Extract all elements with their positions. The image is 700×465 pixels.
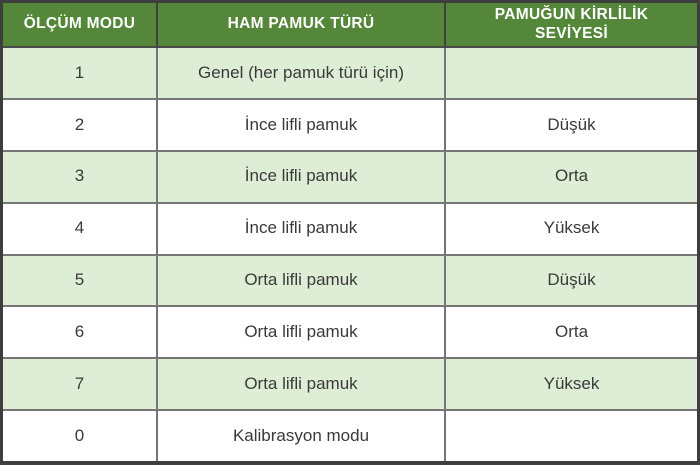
column-header-mode: ÖLÇÜM MODU <box>3 3 158 46</box>
dirt-level-cell: Düşük <box>446 256 697 306</box>
table-body <box>3 48 697 461</box>
table-header-row <box>3 3 697 48</box>
cotton-type-cell: İnce lifli pamuk <box>158 100 446 150</box>
cotton-type-cell: Kalibrasyon modu <box>158 411 446 461</box>
column-header-dirt-level: PAMUĞUN KİRLİLİK SEVİYESİ <box>494 5 649 42</box>
mode-cell: 4 <box>3 204 158 254</box>
dirt-level-cell: Yüksek <box>446 204 697 254</box>
dirt-level-cell <box>446 48 697 98</box>
dirt-level-cell <box>446 411 697 461</box>
cotton-type-cell: Orta lifli pamuk <box>158 256 446 306</box>
table-row <box>3 411 697 461</box>
mode-cell: 5 <box>3 256 158 306</box>
table-row <box>3 152 697 204</box>
mode-cell: 2 <box>3 100 158 150</box>
table-row <box>3 359 697 411</box>
cotton-type-cell: Orta lifli pamuk <box>158 307 446 357</box>
mode-cell: 0 <box>3 411 158 461</box>
table-row <box>3 48 697 100</box>
mode-cell: 3 <box>3 152 158 202</box>
table-row <box>3 100 697 152</box>
mode-cell: 1 <box>3 48 158 98</box>
table-row <box>3 204 697 256</box>
cotton-type-cell: Genel (her pamuk türü için) <box>158 48 446 98</box>
dirt-level-cell: Düşük <box>446 100 697 150</box>
dirt-level-cell: Orta <box>446 152 697 202</box>
dirt-level-cell: Orta <box>446 307 697 357</box>
cotton-type-cell: İnce lifli pamuk <box>158 152 446 202</box>
cotton-type-cell: Orta lifli pamuk <box>158 359 446 409</box>
table-row <box>3 256 697 308</box>
table-row <box>3 307 697 359</box>
dirt-level-cell: Yüksek <box>446 359 697 409</box>
mode-cell: 6 <box>3 307 158 357</box>
mode-cell: 7 <box>3 359 158 409</box>
cotton-type-cell: İnce lifli pamuk <box>158 204 446 254</box>
column-header-cotton-type: HAM PAMUK TÜRÜ <box>158 3 446 46</box>
